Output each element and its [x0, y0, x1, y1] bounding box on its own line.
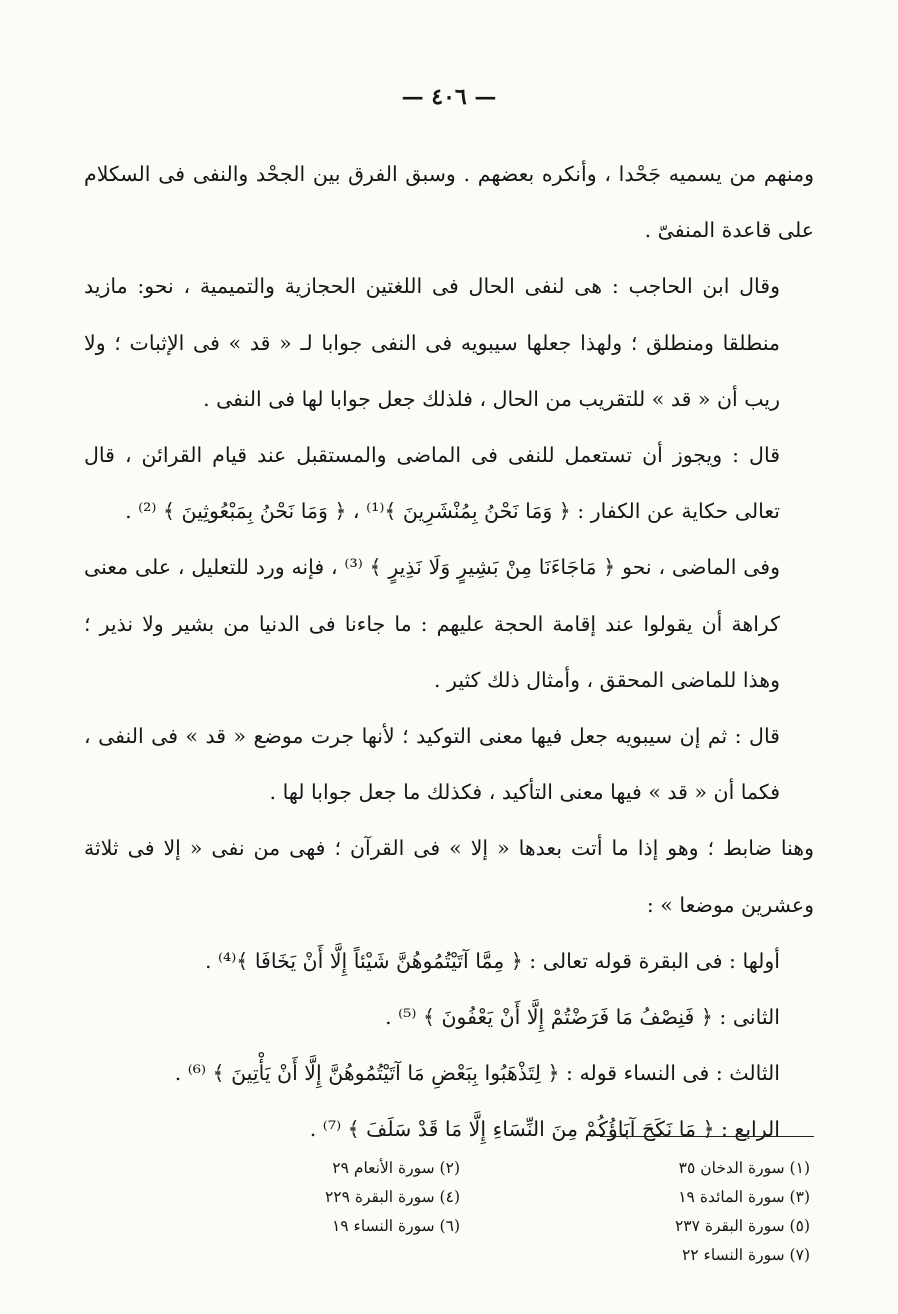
footnote-row [240, 1154, 810, 1183]
verse-4: الرابع : ﴿ مَا نَكَحَ آبَاؤُكُمْ مِنَ النِّسَاءِ إِلَّا مَا قَدْ سَلَفَ ﴾ ⁽⁷⁾ . [309, 1117, 780, 1142]
page-number: — ٤٠٦ — [401, 84, 497, 110]
footnote-row [240, 1183, 810, 1212]
footnote-3: (٣) سورة المائدة ١٩ [678, 1188, 810, 1206]
footnote-6: (٦) سورة النساء ١٩ [331, 1217, 460, 1235]
footnote-4: (٤) سورة البقرة ٢٢٩ [324, 1188, 460, 1206]
footnote-7: (٧) سورة النساء ٢٢ [681, 1246, 810, 1264]
paragraph-1: ومنهم من يسميه جَحْدا ، وأنكره بعضهم . وسبق الفرق بين الجحْد والنفى فى السكلام على قاعدة المنفىّ . [84, 162, 814, 243]
paragraph-2: وقال ابن الحاجب : هى لنفى الحال فى اللغتين الحجازية والتميمية ، نحو: مازيد منطلقا ومنطلق ؛ ولهذا جعلها سيبويه فى النفى جوابا لـ « قد » فى الإثبات ؛ ولا ريب أن « قد » للتقريب من الحال ، فلذلك جعل جوابا لها فى النفى . [84, 274, 780, 411]
paragraph-4: وفى الماضى ، نحو ﴿ مَاجَاءَنَا مِنْ بَشِيرٍ وَلَا نَذِيرٍ ﴾ ⁽³⁾ ، فإنه ورد للتعليل ، على معنى كراهة أن يقولوا عند إقامة الحجة عليهم : ما جاءنا فى الدنيا من بشير ولا نذير ؛ وهذا للماضى المحقق ، وأمثال ذلك كثير . [84, 555, 780, 692]
paragraph-5: قال : ثم إن سيبويه جعل فيها معنى التوكيد ؛ لأنها جرت موضع « قد » فى النفى ، فكما أن « قد » فيها معنى التأكيد ، فكذلك ما جعل جوابا لها . [84, 724, 780, 805]
footnotes [240, 1154, 810, 1270]
footnote-row [240, 1241, 810, 1270]
paragraph-3: قال : ويجوز أن تستعمل للنفى فى الماضى والمستقبل عند قيام القرائن ، قال تعالى حكاية عن الكفار : ﴿ وَمَا نَحْنُ بِمُنْشَرِينَ ﴾⁽¹⁾ ، ﴿ وَمَا نَحْنُ بِمَبْعُوثِينَ ﴾ ⁽²⁾ . [84, 443, 780, 524]
verse-2: الثانى : ﴿ فَنِصْفُ مَا فَرَضْتُمْ إِلَّا أَنْ يَعْفُونَ ﴾ ⁽⁵⁾ . [385, 1005, 780, 1030]
footnote-row [240, 1212, 810, 1241]
footnote-1: (١) سورة الدخان ٣٥ [678, 1159, 810, 1177]
footnote-2: (٢) سورة الأنعام ٢٩ [332, 1159, 460, 1177]
footnote-divider [600, 1136, 814, 1137]
footnote-empty [240, 1241, 460, 1270]
paragraph-6: وهنا ضابط ؛ وهو إذا ما أتت بعدها « إلا » فى القرآن ؛ فهى من نفى « إلا فى ثلاثة وعشرين موضعا » : [84, 836, 814, 917]
footnote-5: (٥) سورة البقرة ٢٣٧ [674, 1217, 810, 1235]
verse-1: أولها : فى البقرة قوله تعالى : ﴿ مِمَّا آتَيْتُمُوهُنَّ شَيْئاً إِلَّا أَنْ يَخَافَا ﴾⁽⁴⁾ . [204, 948, 780, 973]
verse-3: الثالث : فى النساء قوله : ﴿ لِتَذْهَبُوا بِبَعْضِ مَا آتَيْتُمُوهُنَّ إِلَّا أَنْ يَأْتِينَ ﴾ ⁽⁶⁾ . [174, 1061, 780, 1086]
main-text [84, 146, 814, 1158]
